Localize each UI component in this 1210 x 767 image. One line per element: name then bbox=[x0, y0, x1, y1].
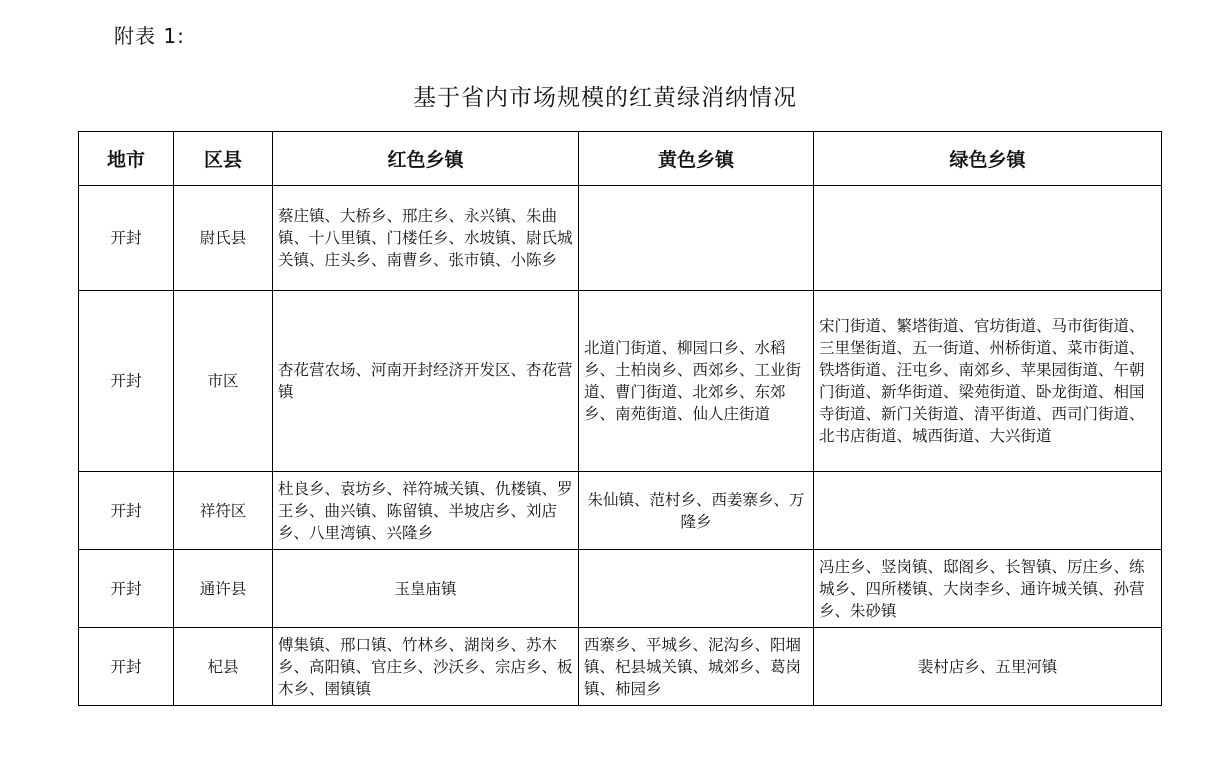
cell-yellow-towns bbox=[579, 550, 814, 628]
cell-green-towns: 裴村店乡、五里河镇 bbox=[814, 628, 1162, 706]
table-header-row bbox=[79, 132, 1162, 186]
cell-yellow-towns: 朱仙镇、范村乡、西姜寨乡、万隆乡 bbox=[579, 472, 814, 550]
cell-green-towns: 宋门街道、繁塔街道、官坊街道、马市街街道、三里堡街道、五一街道、州桥街道、菜市街道、铁塔街道、汪屯乡、南郊乡、苹果园街道、午朝门街道、新华街道、梁苑街道、卧龙街道、相国寺街道、新门关街道、清平街道、西司门街道、北书店街道、城西街道、大兴街道 bbox=[814, 291, 1162, 472]
header-city: 地市 bbox=[79, 132, 174, 186]
cell-yellow-towns bbox=[579, 186, 814, 291]
cell-yellow-towns: 北道门街道、柳园口乡、水稻乡、土柏岗乡、西郊乡、工业街道、曹门街道、北郊乡、东郊乡、南苑街道、仙人庄街道 bbox=[579, 291, 814, 472]
table-row bbox=[79, 550, 1162, 628]
header-green-towns: 绿色乡镇 bbox=[814, 132, 1162, 186]
cell-county: 杞县 bbox=[174, 628, 273, 706]
cell-red-towns: 玉皇庙镇 bbox=[273, 550, 579, 628]
cell-city: 开封 bbox=[79, 291, 174, 472]
cell-green-towns bbox=[814, 186, 1162, 291]
cell-green-towns bbox=[814, 472, 1162, 550]
cell-county: 通许县 bbox=[174, 550, 273, 628]
cell-city: 开封 bbox=[79, 472, 174, 550]
cell-city: 开封 bbox=[79, 550, 174, 628]
cell-red-towns: 蔡庄镇、大桥乡、邢庄乡、永兴镇、朱曲镇、十八里镇、门楼任乡、水坡镇、尉氏城关镇、庄头乡、南曹乡、张市镇、小陈乡 bbox=[273, 186, 579, 291]
table-title: 基于省内市场规模的红黄绿消纳情况 bbox=[413, 85, 797, 111]
table-row bbox=[79, 186, 1162, 291]
cell-green-towns: 冯庄乡、竖岗镇、邸阁乡、长智镇、厉庄乡、练城乡、四所楼镇、大岗李乡、通许城关镇、孙营乡、朱砂镇 bbox=[814, 550, 1162, 628]
header-red-towns: 红色乡镇 bbox=[273, 132, 579, 186]
header-yellow-towns: 黄色乡镇 bbox=[579, 132, 814, 186]
consumption-table bbox=[78, 131, 1162, 706]
table-row bbox=[79, 628, 1162, 706]
header-county: 区县 bbox=[174, 132, 273, 186]
cell-county: 尉氏县 bbox=[174, 186, 273, 291]
table-row bbox=[79, 472, 1162, 550]
table-row bbox=[79, 291, 1162, 472]
cell-yellow-towns: 西寨乡、平城乡、泥沟乡、阳堌镇、杞县城关镇、城郊乡、葛岗镇、柿园乡 bbox=[579, 628, 814, 706]
cell-red-towns: 杜良乡、袁坊乡、祥符城关镇、仇楼镇、罗王乡、曲兴镇、陈留镇、半坡店乡、刘店乡、八里湾镇、兴隆乡 bbox=[273, 472, 579, 550]
annex-label: 附表 1: bbox=[114, 24, 185, 48]
cell-city: 开封 bbox=[79, 628, 174, 706]
cell-city: 开封 bbox=[79, 186, 174, 291]
cell-county: 祥符区 bbox=[174, 472, 273, 550]
cell-red-towns: 杏花营农场、河南开封经济开发区、杏花营镇 bbox=[273, 291, 579, 472]
cell-red-towns: 傅集镇、邢口镇、竹林乡、湖岗乡、苏木乡、高阳镇、官庄乡、沙沃乡、宗店乡、板木乡、圉镇镇 bbox=[273, 628, 579, 706]
cell-county: 市区 bbox=[174, 291, 273, 472]
